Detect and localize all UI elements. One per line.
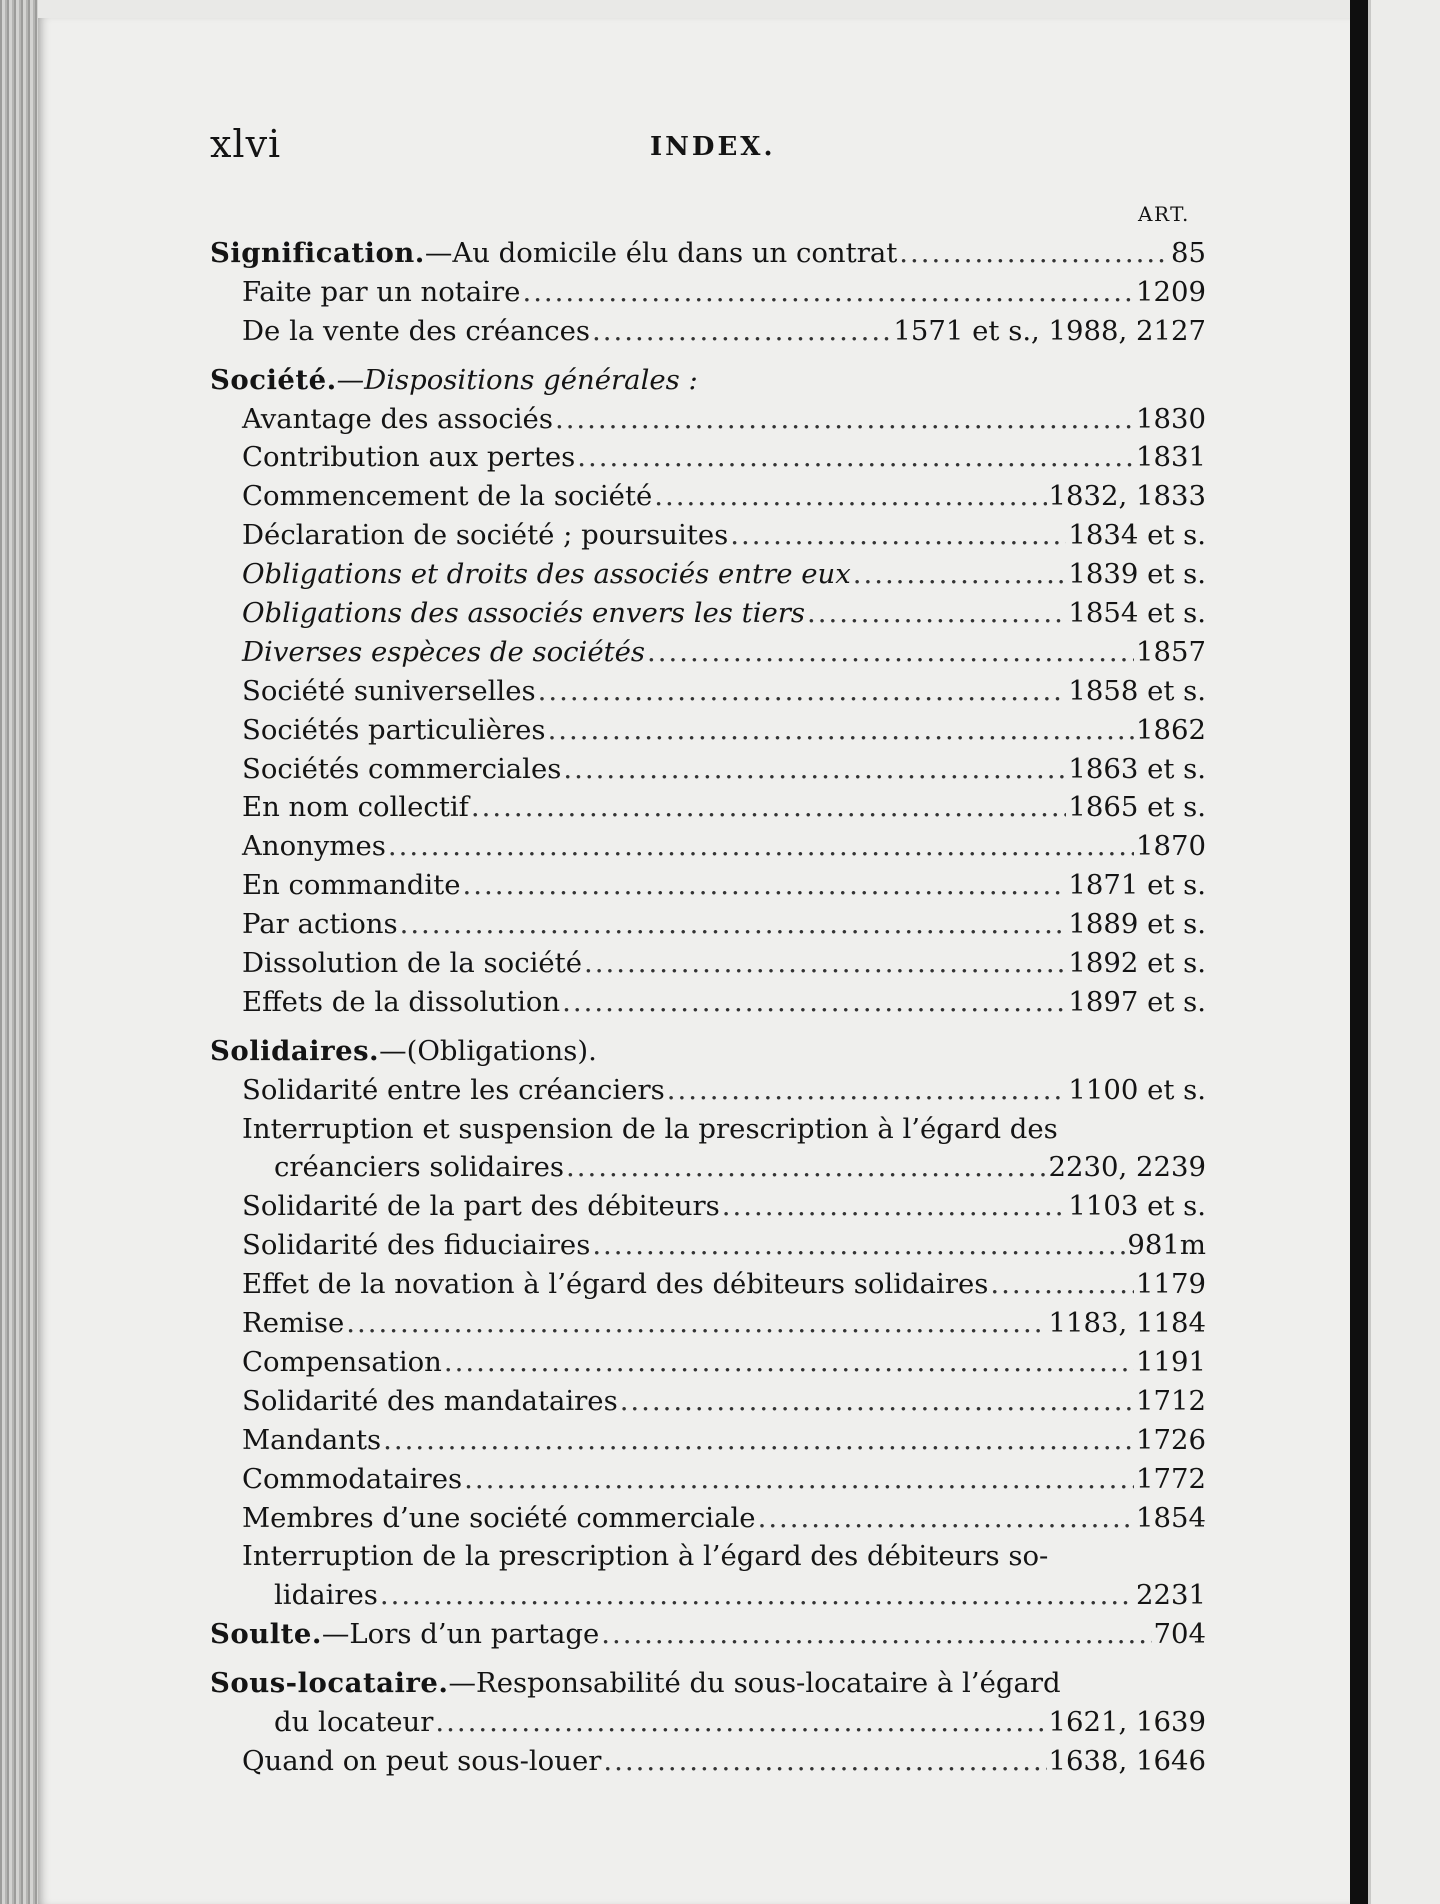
book-gutter [1350,0,1368,1904]
article-reference: 1772 [1136,1462,1206,1495]
entry-headword: Solidaires. [210,1034,380,1067]
facing-page-edge [1368,0,1440,1904]
article-reference: 1183, 1184 [1048,1307,1206,1340]
index-sub-entry [210,1071,1206,1110]
running-title: INDEX. [650,132,776,162]
entry-text: Interruption et suspension de la prescription à l’égard des [242,1112,1058,1145]
dot-leader [462,866,1066,905]
dot-leader [592,312,891,351]
article-reference: 1865 et s. [1068,791,1206,824]
index-heading-entry [210,1032,1206,1071]
index-heading-entry [210,1664,1206,1703]
dot-leader [555,400,1134,439]
index-sub-entry [210,1499,1206,1538]
entry-text: Remise [242,1307,345,1340]
dot-leader [522,273,1134,312]
article-reference: 1712 [1136,1384,1206,1417]
dot-leader [400,905,1067,944]
article-reference: 1897 et s. [1068,985,1206,1018]
index-sub-entry [210,477,1206,516]
entry-text: Compensation [242,1345,442,1378]
dot-leader [990,1265,1134,1304]
article-reference: 1863 et s. [1068,752,1206,785]
dot-leader [654,477,1046,516]
dot-leader [853,555,1067,594]
dot-leader [563,750,1066,789]
index-sub-entry [210,788,1206,827]
entry-text: Commodataires [242,1462,463,1495]
article-reference: 1862 [1136,713,1206,746]
entry-text: Contribution aux pertes [242,441,576,474]
index-sub-entry [210,944,1206,983]
dot-leader [667,1071,1067,1110]
index-sub-entry [210,1265,1206,1304]
dot-leader [346,1304,1046,1343]
article-reference: 1621, 1639 [1048,1705,1206,1738]
entry-text: En commandite [242,869,461,902]
entry-text: —Lors d’un partage [321,1618,600,1651]
article-reference: 1209 [1136,275,1206,308]
entry-text: créanciers solidaires [274,1151,564,1184]
index-heading-entry [210,361,1206,400]
dot-leader [758,1499,1134,1538]
dot-leader [464,1460,1134,1499]
article-column-label: ART. [1138,202,1190,226]
article-reference: 981m [1127,1229,1206,1262]
dot-leader [722,1187,1067,1226]
index-sub-entry [210,400,1206,439]
index-sub-entry [210,516,1206,555]
running-header [210,122,1204,168]
article-reference: 1638, 1646 [1048,1744,1206,1777]
entry-text: —Au domicile élu dans un contrat [424,237,898,269]
article-reference: 1830 [1136,402,1206,435]
entry-text: Faite par un notaire [242,275,521,308]
article-reference: 1892 et s. [1068,947,1206,980]
dot-leader [388,827,1134,866]
dot-leader [601,1615,1151,1654]
index-sub-entry [210,1110,1206,1149]
index-sub-entry [210,905,1206,944]
dot-leader [603,1742,1046,1781]
index-sub-entry [210,1187,1206,1226]
article-reference: 1889 et s. [1068,908,1206,941]
dot-leader [538,672,1067,711]
dot-leader [807,594,1066,633]
dot-leader [383,1421,1134,1460]
index-sub-entry [210,633,1206,672]
entry-text: du locateur [274,1705,434,1738]
entry-text: Par actions [242,908,398,941]
index-sub-entry [210,1148,1206,1187]
entry-text: Déclaration de société ; poursuites [242,519,729,552]
entry-text: Sociétés particulières [242,713,546,746]
dot-leader [471,788,1066,827]
index-sub-entry [210,555,1206,594]
article-reference: 1191 [1136,1345,1206,1378]
dot-leader [647,633,1134,672]
index-sub-entry [210,594,1206,633]
entry-text: Sociétés commerciales [242,752,562,785]
article-reference: 1100 et s. [1068,1073,1206,1106]
entry-text: Anonymes [242,830,386,863]
index-sub-entry [210,866,1206,905]
article-reference: 1571 et s., 1988, 2127 [893,314,1206,347]
article-reference: 1857 [1136,635,1206,668]
article-reference: 1834 et s. [1068,519,1206,552]
dot-leader [584,944,1066,983]
entry-text: lidaires [274,1579,378,1612]
index-sub-entry [210,1421,1206,1460]
article-reference: 1103 et s. [1068,1190,1206,1223]
entry-text: Solidarité des fiduciaires [242,1229,591,1262]
page-number: xlvi [210,122,282,166]
entry-text: —Responsabilité du sous-locataire à l’égard [448,1667,1061,1700]
entry-text: —(Obligations). [379,1034,597,1067]
entry-text: Solidarité de la part des débiteurs [242,1190,720,1223]
entry-headword: Sous-locataire. [210,1667,449,1700]
dot-leader [592,1226,1125,1265]
dot-leader [730,516,1066,555]
entry-text: Mandants [242,1423,382,1456]
entry-headword: Société. [210,363,337,396]
index-sub-entry [210,983,1206,1022]
article-reference: 1871 et s. [1068,869,1206,902]
index-sub-entry [210,1460,1206,1499]
entry-text: Obligations des associés envers les tiers [242,597,806,630]
entry-text: De la vente des créances [242,314,591,347]
article-reference: 2231 [1136,1579,1206,1612]
entry-text: Effet de la novation à l’égard des débiteurs solidaires [242,1268,989,1301]
entry-text: Membres d’une société commerciale [242,1501,756,1534]
article-reference: 1854 [1136,1501,1206,1534]
entry-headword: Signification. [210,237,425,269]
index-heading-entry [210,234,1206,273]
entry-text: Société suniverselles [242,674,536,707]
entry-headword: Soulte. [210,1618,322,1651]
article-reference: 1726 [1136,1423,1206,1456]
article-reference: 1854 et s. [1068,597,1206,630]
entry-text: Dissolution de la société [242,947,583,980]
index-heading-entry [210,1615,1206,1654]
index-sub-entry [210,827,1206,866]
article-reference: 1870 [1136,830,1206,863]
index-sub-entry [210,750,1206,789]
entry-text: Solidarité des mandataires [242,1384,618,1417]
dot-leader [899,234,1169,273]
page-stack-edge [0,0,38,1904]
index-sub-entry [210,1343,1206,1382]
index-sub-entry [210,312,1206,351]
article-reference: 1179 [1136,1268,1206,1301]
entry-text: Interruption de la prescription à l’égard des débiteurs so- [242,1540,1049,1573]
index-sub-entry [210,1537,1206,1576]
index-sub-entry [210,438,1206,477]
index-entries [210,234,1206,1781]
dot-leader [620,1382,1134,1421]
article-reference: 1832, 1833 [1048,480,1206,513]
entry-text: Avantage des associés [242,402,553,435]
entry-text: En nom collectif [242,791,469,824]
index-sub-entry [210,1742,1206,1781]
dot-leader [435,1703,1046,1742]
index-sub-entry [210,711,1206,750]
dot-leader [577,438,1134,477]
article-reference: 85 [1171,237,1206,269]
index-sub-entry [210,1576,1206,1615]
article-reference: 1858 et s. [1068,674,1206,707]
entry-text: Commencement de la société [242,480,653,513]
dot-leader [548,711,1134,750]
entry-text: Solidarité entre les créanciers [242,1073,665,1106]
entry-text: Effets de la dissolution [242,985,561,1018]
entry-text: Quand on peut sous-louer [242,1744,602,1777]
article-reference: 704 [1153,1618,1206,1651]
entry-text: Diverses espèces de sociétés [242,635,646,668]
dot-leader [444,1343,1134,1382]
index-sub-entry [210,1226,1206,1265]
index-sub-entry [210,1703,1206,1742]
article-reference: 1839 et s. [1068,558,1206,591]
entry-text: —Dispositions générales : [336,363,698,396]
article-reference: 2230, 2239 [1048,1151,1206,1184]
entry-text: Obligations et droits des associés entre eux [242,558,851,591]
index-sub-entry [210,1304,1206,1343]
dot-leader [562,983,1066,1022]
dot-leader [566,1148,1047,1187]
index-sub-entry [210,672,1206,711]
index-sub-entry [210,1382,1206,1421]
dot-leader [380,1576,1134,1615]
article-reference: 1831 [1136,441,1206,474]
index-sub-entry [210,273,1206,312]
